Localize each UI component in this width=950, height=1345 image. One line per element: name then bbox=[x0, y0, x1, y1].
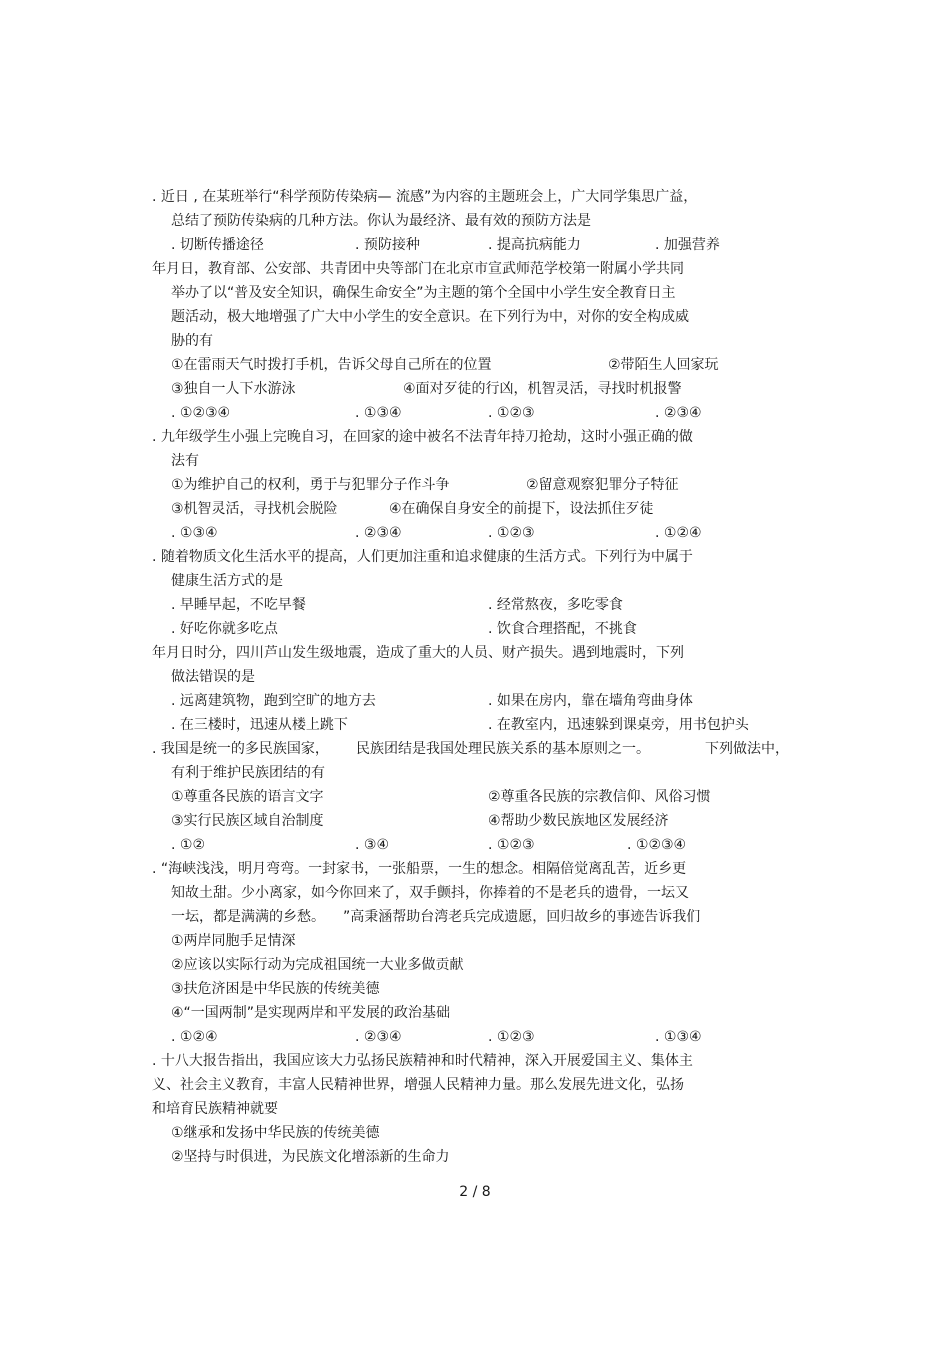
q6-option-d: . ①②③④ bbox=[627, 837, 687, 853]
q7-stem-line3a: 一坛，都是满满的乡愁。 bbox=[171, 909, 325, 925]
q2-stem-line3: 题活动，极大地增强了广大中小学生的安全意识。在下列行为中，对你的安全构成威 bbox=[171, 309, 689, 325]
q6-item-4: ④帮助少数民族地区发展经济 bbox=[488, 813, 669, 829]
q7-option-d: . ①③④ bbox=[655, 1029, 702, 1045]
q6-option-a: . ①② bbox=[171, 837, 206, 853]
q2-stem-line2: 举办了以“普及安全知识，确保生命安全”为主题的第个全国中小学生安全教育日主 bbox=[171, 285, 676, 301]
q8-stem-line1: . 十八大报告指出，我国应该大力弘扬民族精神和时代精神，深入开展爱国主义、集体主 bbox=[152, 1053, 693, 1069]
q3-option-a: . ①③④ bbox=[171, 525, 218, 541]
q3-stem-line2: 法有 bbox=[171, 453, 199, 469]
q7-item-1: ①两岸同胞手足情深 bbox=[171, 933, 296, 949]
q3-item-3: ③机智灵活，寻找机会脱险 bbox=[171, 501, 338, 517]
q6-stem-part1: . 我国是统一的多民族国家， bbox=[152, 741, 329, 757]
q1-option-a: . 切断传播途径 bbox=[171, 237, 264, 253]
q3-stem-line1: . 九年级学生小强上完晚自习，在回家的途中被名不法青年持刀抢劫，这时小强正确的做 bbox=[152, 429, 693, 445]
q8-stem-line2: 义、社会主义教育，丰富人民精神世界，增强人民精神力量。那么发展先进文化，弘扬 bbox=[152, 1077, 684, 1093]
q1-option-b: . 预防接种 bbox=[355, 237, 420, 253]
q7-option-c: . ①②③ bbox=[488, 1029, 535, 1045]
q2-item-4: ④面对歹徒的行凶，机智灵活，寻找时机报警 bbox=[403, 381, 682, 397]
q1-option-c: . 提高抗病能力 bbox=[488, 237, 581, 253]
q8-item-2: ②坚持与时俱进，为民族文化增添新的生命力 bbox=[171, 1149, 450, 1165]
q2-option-a: . ①②③④ bbox=[171, 405, 231, 421]
q3-item-2: ②留意观察犯罪分子特征 bbox=[526, 477, 679, 493]
q2-option-c: . ①②③ bbox=[488, 405, 535, 421]
q4-option-d: . 饮食合理搭配，不挑食 bbox=[488, 621, 637, 637]
q7-stem-line3b: ”高秉涵帮助台湾老兵完成遗愿，回归故乡的事迹告诉我们 bbox=[343, 909, 701, 925]
q8-item-1: ①继承和发扬中华民族的传统美德 bbox=[171, 1125, 380, 1141]
q3-item-4: ④在确保自身安全的前提下，设法抓住歹徒 bbox=[389, 501, 654, 517]
q1-option-d: . 加强营养 bbox=[655, 237, 720, 253]
q2-item-3: ③独自一人下水游泳 bbox=[171, 381, 296, 397]
q6-option-b: . ③④ bbox=[355, 837, 390, 853]
q6-stem-line2: 有利于维护民族团结的有 bbox=[171, 765, 325, 781]
q3-item-1: ①为维护自己的权利，勇于与犯罪分子作斗争 bbox=[171, 477, 450, 493]
q4-stem-line1: . 随着物质文化生活水平的提高，人们更加注重和追求健康的生活方式。下列行为中属于 bbox=[152, 549, 693, 565]
q3-option-c: . ①②③ bbox=[488, 525, 535, 541]
q3-option-b: . ②③④ bbox=[355, 525, 402, 541]
q6-option-c: . ①②③ bbox=[488, 837, 535, 853]
q7-stem-line1: . “海峡浅浅，明月弯弯。一封家书，一张船票，一生的想念。相隔倍觉离乱苦，近乡更 bbox=[152, 861, 687, 877]
q4-option-c: . 好吃你就多吃点 bbox=[171, 621, 278, 637]
q2-option-d: . ②③④ bbox=[655, 405, 702, 421]
q3-option-d: . ①②④ bbox=[655, 525, 702, 541]
q6-stem-part2: 民族团结是我国处理民族关系的基本原则之一。 bbox=[356, 741, 650, 757]
q5-option-c: . 在三楼时，迅速从楼上跳下 bbox=[171, 717, 348, 733]
q5-stem-line1: 年月日时分，四川芦山发生级地震，造成了重大的人员、财产损失。遇到地震时，下列 bbox=[152, 645, 684, 661]
q7-item-2: ②应该以实际行动为完成祖国统一大业多做贡献 bbox=[171, 957, 464, 973]
q5-option-d: . 在教室内，迅速躲到课桌旁，用书包护头 bbox=[488, 717, 749, 733]
q7-stem-line2: 知故土甜。少小离家，如今你回来了，双手颤抖，你捧着的不是老兵的遗骨，一坛又 bbox=[171, 885, 689, 901]
q4-option-a: . 早睡早起，不吃早餐 bbox=[171, 597, 306, 613]
q7-item-4: ④“一国两制”是实现两岸和平发展的政治基础 bbox=[171, 1005, 451, 1021]
q8-stem-line3: 和培育民族精神就要 bbox=[152, 1101, 278, 1117]
q6-item-1: ①尊重各民族的语言文字 bbox=[171, 789, 324, 805]
q2-stem-line4: 胁的有 bbox=[171, 333, 213, 349]
page-number: 2 / 8 bbox=[459, 1184, 491, 1200]
q2-item-2: ②带陌生人回家玩 bbox=[608, 357, 719, 373]
q2-item-1: ①在雷雨天气时拨打手机，告诉父母自己所在的位置 bbox=[171, 357, 492, 373]
q5-option-b: . 如果在房内，靠在墙角弯曲身体 bbox=[488, 693, 693, 709]
q6-item-2: ②尊重各民族的宗教信仰、风俗习惯 bbox=[488, 789, 711, 805]
q5-option-a: . 远离建筑物，跑到空旷的地方去 bbox=[171, 693, 376, 709]
q7-option-b: . ②③④ bbox=[355, 1029, 402, 1045]
q1-stem-line1: . 近日 , 在某班举行“科学预防传染病— 流感”为内容的主题班会上，广大同学集思广益， bbox=[152, 189, 698, 205]
q4-stem-line2: 健康生活方式的是 bbox=[171, 573, 283, 589]
q6-item-3: ③实行民族区域自治制度 bbox=[171, 813, 324, 829]
q7-item-3: ③扶危济困是中华民族的传统美德 bbox=[171, 981, 380, 997]
q7-option-a: . ①②④ bbox=[171, 1029, 218, 1045]
q2-stem-line1: 年月日，教育部、公安部、共青团中央等部门在北京市宣武师范学校第一附属小学共同 bbox=[152, 261, 684, 277]
q2-option-b: . ①③④ bbox=[355, 405, 402, 421]
q1-stem-line2: 总结了预防传染病的几种方法。你认为最经济、最有效的预防方法是 bbox=[171, 213, 591, 229]
q5-stem-line2: 做法错误的是 bbox=[171, 669, 255, 685]
q6-stem-part3: 下列做法中， bbox=[705, 741, 789, 757]
q4-option-b: . 经常熬夜，多吃零食 bbox=[488, 597, 623, 613]
